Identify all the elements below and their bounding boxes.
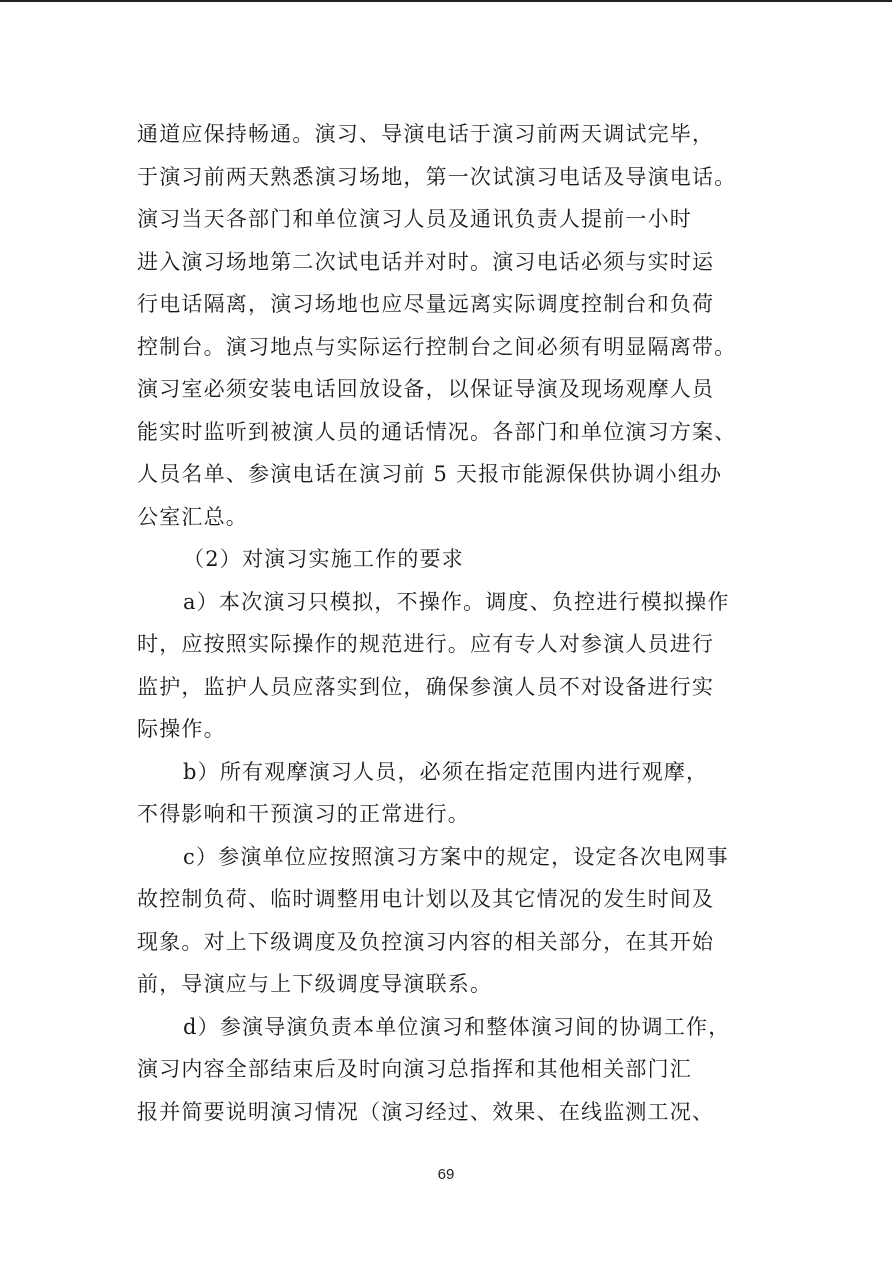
text-line: 通道应保持畅通。演习、导演电话于演习前两天调试完毕， — [137, 122, 715, 146]
text-line: a）本次演习只模拟，不操作。调度、负控进行模拟操作 — [183, 589, 730, 614]
text-line: （2）对演习实施工作的要求 — [183, 547, 464, 571]
top-border-rule — [0, 0, 892, 2]
page-number: 69 — [437, 1166, 455, 1183]
text-line: 演习当天各部门和单位演习人员及通讯负责人提前一小时 — [137, 207, 692, 231]
text-line: 人员名单、参演电话在演习前 5 天报市能源保供协调小组办 — [137, 462, 723, 486]
text-line: 时，应按照实际操作的规范进行。应有专人对参演人员进行 — [137, 632, 715, 656]
text-line: 行电话隔离，演习场地也应尽量远离实际调度控制台和负荷 — [137, 292, 715, 316]
text-line: b）所有观摩演习人员，必须在指定范围内进行观摩， — [183, 759, 709, 784]
text-line: 于演习前两天熟悉演习场地，第一次试演习电话及导演电话。 — [137, 164, 737, 189]
text-line: 报并简要说明演习情况（演习经过、效果、在线监测工况、 — [137, 1099, 715, 1124]
text-line: 控制台。演习地点与实际运行控制台之间必须有明显隔离带。 — [137, 334, 737, 359]
text-line: d）参演导演负责本单位演习和整体演习间的协调工作， — [183, 1014, 731, 1039]
text-line: 演习内容全部结束后及时向演习总指挥和其他相关部门汇 — [137, 1057, 692, 1081]
text-line: 故控制负荷、临时调整用电计划以及其它情况的发生时间及 — [137, 887, 715, 911]
text-line: 能实时监听到被演人员的通话情况。各部门和单位演习方案、 — [137, 419, 737, 444]
text-line: 演习室必须安装电话回放设备，以保证导演及现场观摩人员 — [137, 377, 715, 401]
text-line: 前，导演应与上下级调度导演联系。 — [137, 972, 493, 996]
text-line: 际操作。 — [137, 717, 226, 741]
text-line: c）参演单位应按照演习方案中的规定，设定各次电网事 — [183, 844, 729, 869]
document-body — [137, 113, 762, 1133]
text-line: 公室汇总。 — [137, 504, 248, 529]
text-line: 进入演习场地第二次试电话并对时。演习电话必须与实时运 — [137, 249, 715, 274]
text-line: 不得影响和干预演习的正常进行。 — [137, 802, 470, 826]
text-line: 监护，监护人员应落实到位，确保参演人员不对设备进行实 — [137, 674, 715, 699]
text-line: 现象。对上下级调度及负控演习内容的相关部分，在其开始 — [137, 929, 715, 954]
